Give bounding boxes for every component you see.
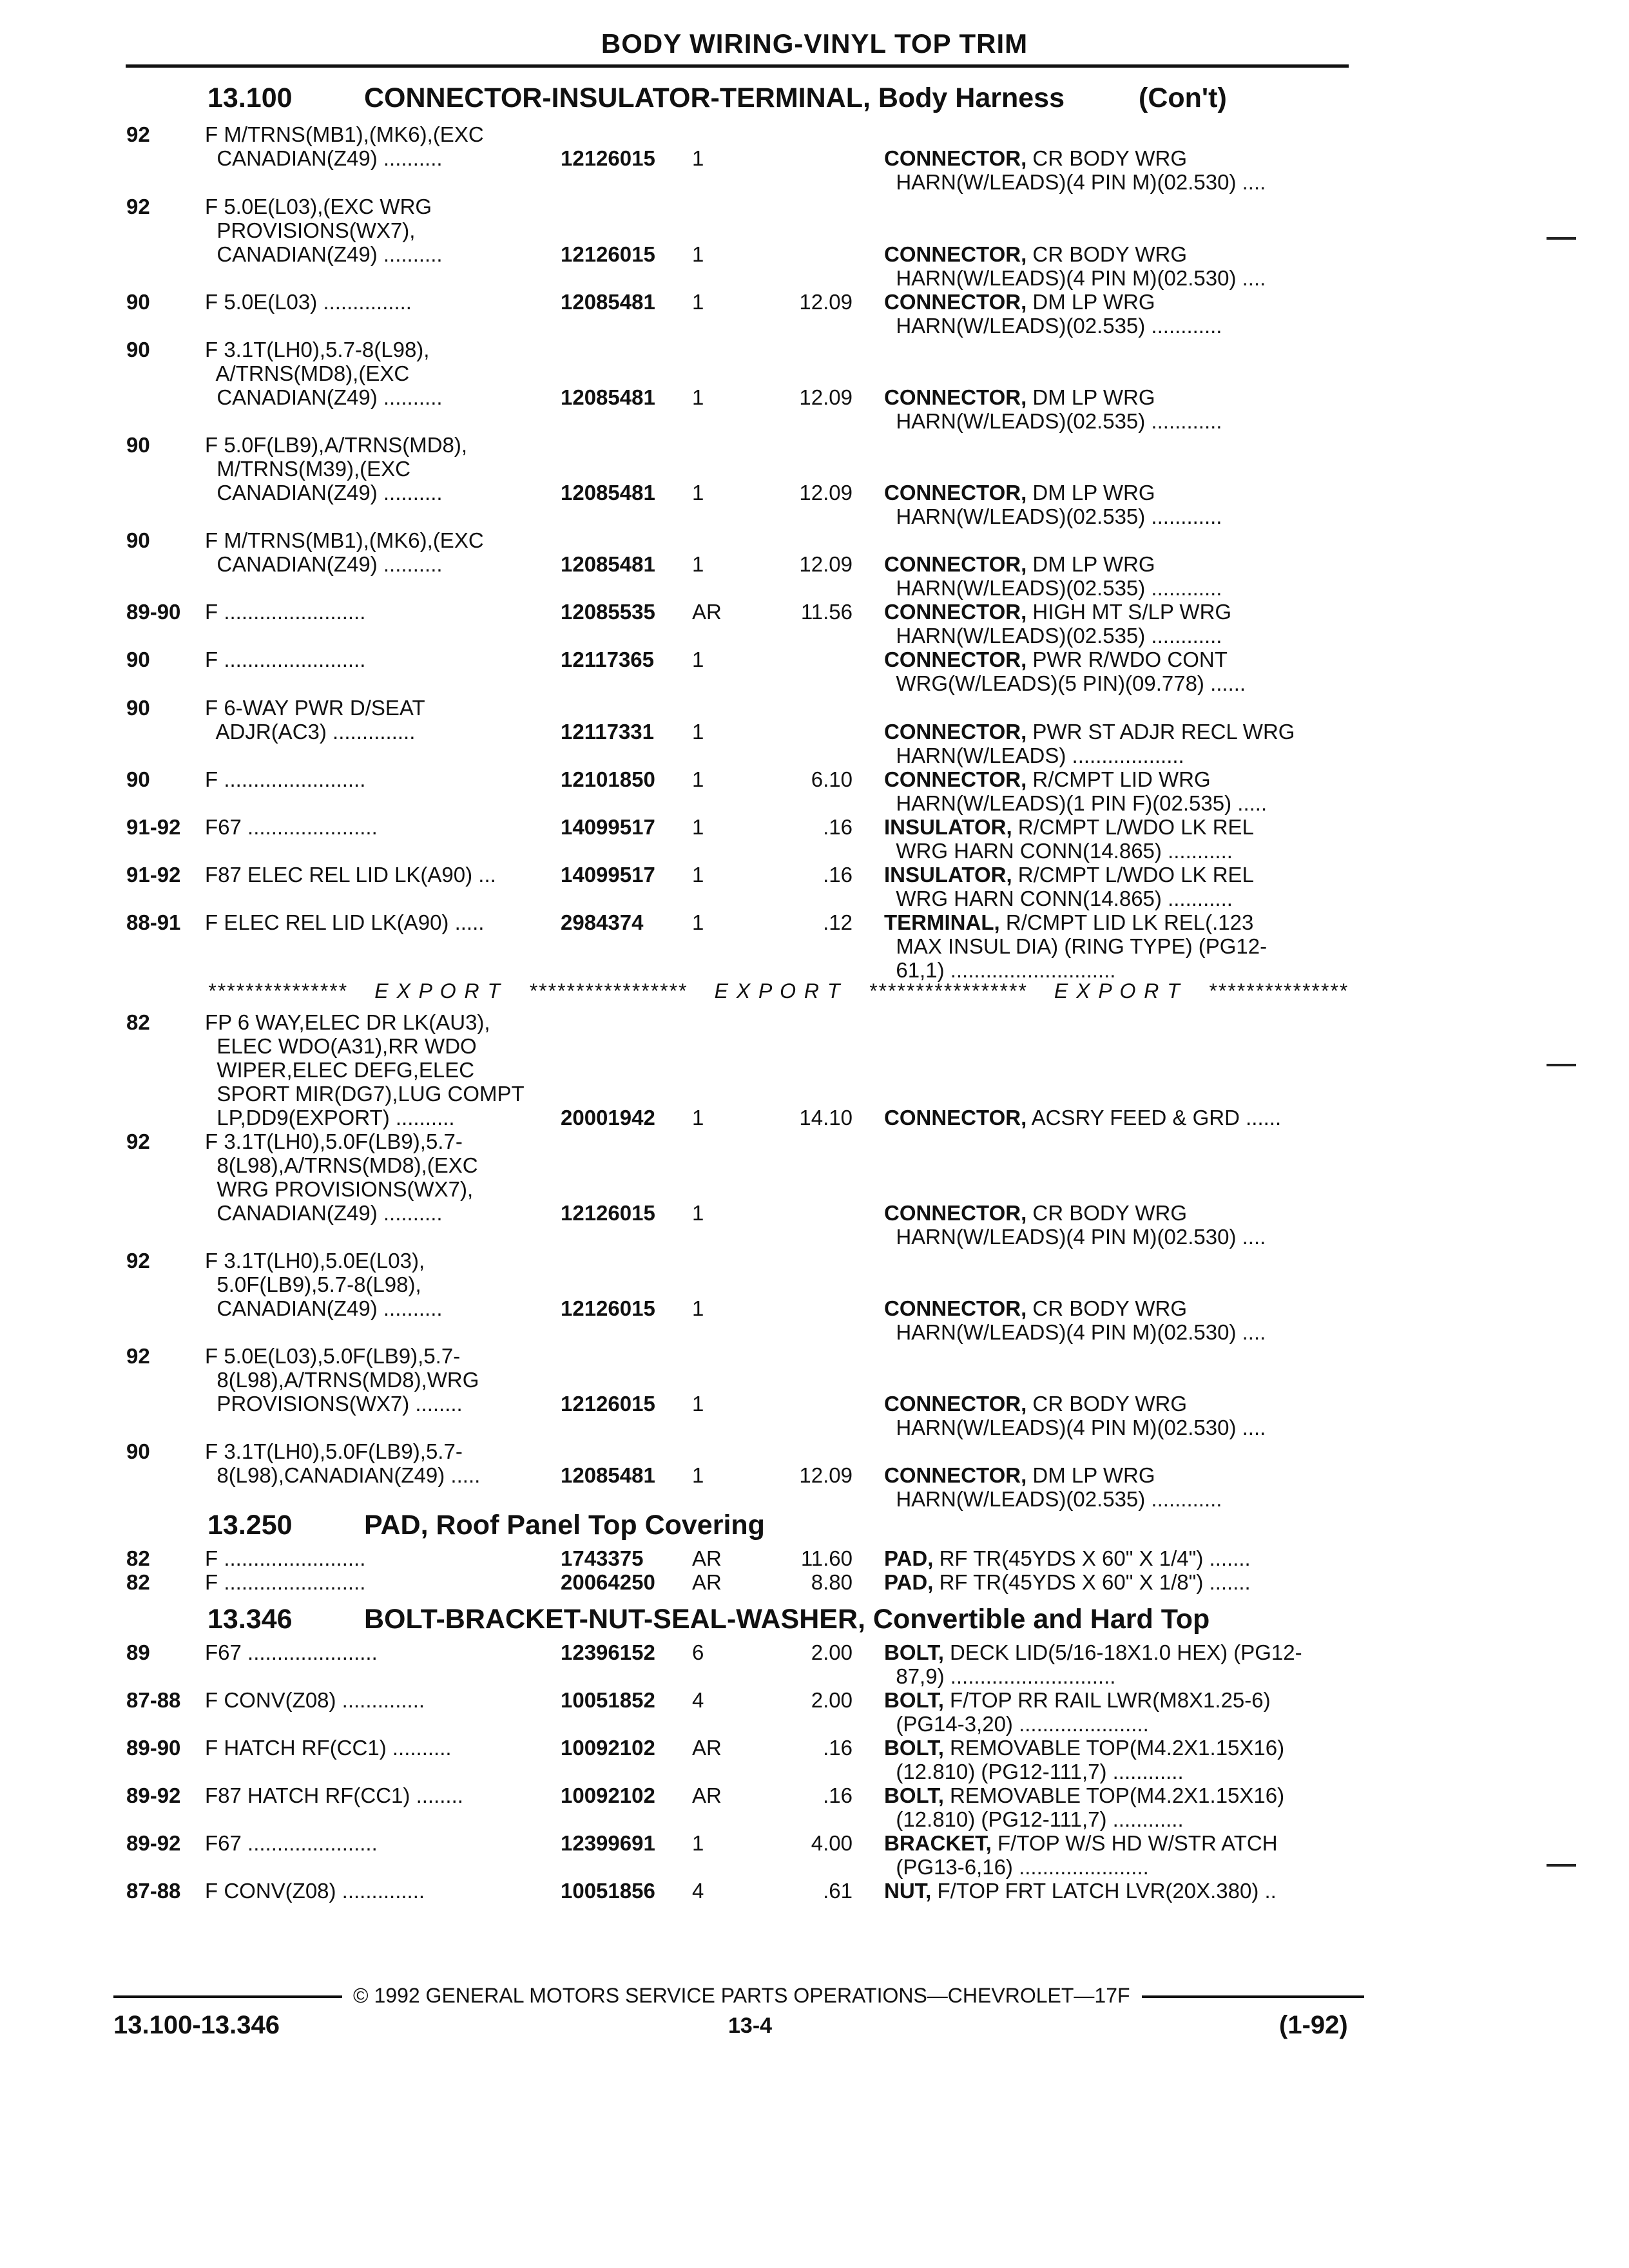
section-title: CONNECTOR-INSULATOR-TERMINAL, Body Harness [364, 82, 1065, 113]
part-number: 12085481 [561, 385, 655, 409]
model-application: F 6-WAY PWR D/SEAT ADJR(AC3) .............. [205, 696, 425, 744]
model-application: F CONV(Z08) .............. [205, 1688, 425, 1712]
quantity: 1 [692, 242, 704, 266]
model-application: F ELEC REL LID LK(A90) ..... [205, 910, 485, 934]
quantity: AR [692, 1546, 722, 1570]
part-detail: F/TOP RR RAIL LWR(M8X1.25-6) (PG14-3,20) ...................... [896, 1688, 1271, 1736]
part-number: 10051856 [561, 1879, 655, 1903]
part-type: CONNECTOR, [884, 481, 1027, 505]
quantity: 1 [692, 290, 704, 314]
part-number: 12399691 [561, 1831, 655, 1855]
quantity: AR [692, 1736, 722, 1760]
date-code: (1-92) [1279, 2011, 1348, 2039]
export-label: E X P O R T [714, 979, 842, 1003]
part-type: BRACKET, [884, 1831, 992, 1855]
part-detail: CR BODY WRG HARN(W/LEADS)(4 PIN M)(02.530) .... [896, 242, 1266, 290]
part-number: 12085481 [561, 290, 655, 314]
part-detail: DECK LID(5/16-18X1.0 HEX) (PG12- 87,9) ............................ [896, 1640, 1302, 1688]
part-number: 12126015 [561, 1392, 655, 1416]
header-rule [126, 64, 1349, 68]
quantity: 1 [692, 1201, 704, 1225]
part-description [884, 1392, 1266, 1439]
price: 2.00 [811, 1688, 853, 1712]
part-detail: HIGH MT S/LP WRG HARN(W/LEADS)(02.535) ............ [896, 600, 1232, 648]
part-description [884, 1783, 1284, 1831]
model-year: 89-92 [126, 1783, 181, 1807]
section-number: 13.346 [207, 1604, 293, 1635]
part-description [884, 1570, 1251, 1594]
part-description [884, 385, 1222, 433]
part-type: CONNECTOR, [884, 146, 1027, 170]
model-application: F ........................ [205, 1570, 366, 1594]
part-number: 12396152 [561, 1640, 655, 1664]
quantity: AR [692, 1570, 722, 1594]
part-detail: DM LP WRG HARN(W/LEADS)(02.535) ............ [896, 1463, 1222, 1511]
footer-rule [113, 1995, 342, 1998]
margin-mark [1547, 1864, 1576, 1867]
part-description [884, 1879, 1277, 1903]
part-description [884, 242, 1266, 290]
model-application: F 3.1T(LH0),5.7-8(L98), A/TRNS(MD8),(EXC CANADIAN(Z49) .......... [205, 338, 443, 409]
part-number: 12126015 [561, 1201, 655, 1225]
quantity: 1 [692, 1392, 704, 1416]
part-description [884, 648, 1246, 695]
model-application: F M/TRNS(MB1),(MK6),(EXC CANADIAN(Z49) .......... [205, 122, 484, 170]
part-detail: DM LP WRG HARN(W/LEADS)(02.535) ............ [896, 385, 1222, 433]
model-application: F67 ...................... [205, 1640, 378, 1664]
model-application: F 3.1T(LH0),5.0E(L03), 5.0F(LB9),5.7-8(L98), CANADIAN(Z49) .......... [205, 1249, 443, 1320]
model-year: 90 [126, 767, 150, 791]
model-year: 89-90 [126, 1736, 181, 1760]
part-detail: R/CMPT LID WRG HARN(W/LEADS)(1 PIN F)(02.535) ..... [896, 767, 1268, 815]
part-description [884, 1106, 1281, 1129]
quantity: 1 [692, 552, 704, 576]
part-type: BOLT, [884, 1736, 944, 1760]
model-application: F ........................ [205, 1546, 366, 1570]
part-type: BOLT, [884, 1783, 944, 1807]
part-type: CONNECTOR, [884, 1106, 1027, 1129]
price: 12.09 [799, 552, 853, 576]
model-application: F 5.0E(L03) ............... [205, 290, 412, 314]
export-banner [207, 979, 1348, 1003]
price: 12.09 [799, 385, 853, 409]
model-year: 90 [126, 290, 150, 314]
price: .12 [823, 910, 853, 934]
part-description [884, 290, 1222, 338]
part-description [884, 146, 1266, 194]
part-description [884, 1640, 1302, 1688]
margin-mark [1547, 237, 1576, 240]
model-year: 82 [126, 1546, 150, 1570]
part-description [884, 1546, 1251, 1570]
quantity: 1 [692, 481, 704, 505]
model-year: 90 [126, 1439, 150, 1463]
part-description [884, 1463, 1222, 1511]
part-number: 14099517 [561, 815, 655, 839]
part-detail: R/CMPT LID LK REL(.123 MAX INSUL DIA) (RING TYPE) (PG12- 61,1) ............................ [896, 910, 1268, 982]
quantity: 4 [692, 1688, 704, 1712]
model-year: 90 [126, 433, 150, 457]
footer-rule [1142, 1995, 1364, 1998]
model-year: 82 [126, 1570, 150, 1594]
part-detail: ACSRY FEED & GRD ...... [1027, 1106, 1282, 1129]
part-detail: DM LP WRG HARN(W/LEADS)(02.535) ............ [896, 481, 1222, 528]
quantity: 1 [692, 815, 704, 839]
part-detail: DM LP WRG HARN(W/LEADS)(02.535) ............ [896, 290, 1222, 338]
part-detail: CR BODY WRG HARN(W/LEADS)(4 PIN M)(02.530) .... [896, 146, 1266, 194]
part-description [884, 1736, 1284, 1783]
model-application: F HATCH RF(CC1) .......... [205, 1736, 452, 1760]
part-description [884, 1688, 1271, 1736]
part-number: 20064250 [561, 1570, 655, 1594]
price: 11.60 [800, 1546, 853, 1570]
part-number: 10051852 [561, 1688, 655, 1712]
price: .16 [823, 1736, 853, 1760]
model-application: F ........................ [205, 600, 366, 624]
model-application: F 5.0F(LB9),A/TRNS(MD8), M/TRNS(M39),(EXC CANADIAN(Z49) .......... [205, 433, 468, 505]
price: 12.09 [799, 290, 853, 314]
part-description [884, 863, 1254, 910]
part-type: CONNECTOR, [884, 552, 1027, 576]
quantity: 1 [692, 1831, 704, 1855]
price: .16 [823, 863, 853, 887]
part-detail: CR BODY WRG HARN(W/LEADS)(4 PIN M)(02.530) .... [896, 1296, 1266, 1344]
price: 11.56 [800, 600, 853, 624]
part-detail: REMOVABLE TOP(M4.2X1.15X16) (12.810) (PG12-111,7) ............ [896, 1783, 1285, 1831]
price: 4.00 [811, 1831, 853, 1855]
part-description [884, 910, 1267, 982]
part-detail: F/TOP W/S HD W/STR ATCH (PG13-6,16) ...................... [896, 1831, 1278, 1879]
quantity: 1 [692, 1296, 704, 1320]
model-application: F 3.1T(LH0),5.0F(LB9),5.7- 8(L98),CANADIAN(Z49) ..... [205, 1439, 481, 1487]
part-type: CONNECTOR, [884, 1201, 1027, 1225]
part-description [884, 1296, 1266, 1344]
part-type: CONNECTOR, [884, 600, 1027, 624]
part-number: 12117365 [561, 648, 655, 671]
part-description [884, 1831, 1278, 1879]
model-year: 90 [126, 696, 150, 720]
export-stars: *************** [1208, 979, 1348, 1003]
section-title: PAD, Roof Panel Top Covering [364, 1510, 765, 1541]
model-year: 90 [126, 648, 150, 671]
price: .61 [823, 1879, 853, 1903]
part-type: CONNECTOR, [884, 720, 1027, 744]
part-detail: REMOVABLE TOP(M4.2X1.15X16) (12.810) (PG12-111,7) ............ [896, 1736, 1285, 1783]
part-number: 12085481 [561, 481, 655, 505]
quantity: 1 [692, 648, 704, 671]
model-year: 82 [126, 1010, 150, 1034]
model-application: F67 ...................... [205, 815, 378, 839]
quantity: 1 [692, 910, 704, 934]
part-type: CONNECTOR, [884, 1296, 1027, 1320]
model-year: 87-88 [126, 1688, 181, 1712]
part-number: 10092102 [561, 1783, 655, 1807]
part-number: 12085481 [561, 1463, 655, 1487]
part-type: PAD, [884, 1570, 934, 1594]
quantity: 1 [692, 146, 704, 170]
part-detail: PWR R/WDO CONT WRG(W/LEADS)(5 PIN)(09.778) ...... [896, 648, 1246, 695]
model-year: 89 [126, 1640, 150, 1664]
part-number: 2984374 [561, 910, 644, 934]
model-application: F87 HATCH RF(CC1) ........ [205, 1783, 463, 1807]
quantity: AR [692, 600, 722, 624]
model-year: 89-90 [126, 600, 181, 624]
part-type: CONNECTOR, [884, 385, 1027, 409]
part-type: CONNECTOR, [884, 242, 1027, 266]
quantity: AR [692, 1783, 722, 1807]
section-title: BOLT-BRACKET-NUT-SEAL-WASHER, Convertible and Hard Top [364, 1604, 1210, 1635]
price: 12.09 [799, 1463, 853, 1487]
part-description [884, 815, 1254, 863]
model-application: F 5.0E(L03),5.0F(LB9),5.7- 8(L98),A/TRNS(MD8),WRG PROVISIONS(WX7) ........ [205, 1344, 479, 1416]
part-number: 12101850 [561, 767, 655, 791]
part-detail: RF TR(45YDS X 60" X 1/8") ....... [933, 1570, 1251, 1594]
model-year: 92 [126, 1344, 150, 1368]
price: .16 [823, 1783, 853, 1807]
part-detail: RF TR(45YDS X 60" X 1/4") ....... [933, 1546, 1251, 1570]
model-year: 87-88 [126, 1879, 181, 1903]
model-application: F 5.0E(L03),(EXC WRG PROVISIONS(WX7), CANADIAN(Z49) .......... [205, 195, 443, 266]
price: 8.80 [811, 1570, 853, 1594]
part-detail: DM LP WRG HARN(W/LEADS)(02.535) ............ [896, 552, 1222, 600]
section-number: 13.100 [207, 82, 293, 113]
model-application: F CONV(Z08) .............. [205, 1879, 425, 1903]
part-description [884, 720, 1295, 767]
quantity: 6 [692, 1640, 704, 1664]
export-stars: ***************** [868, 979, 1027, 1003]
model-application: FP 6 WAY,ELEC DR LK(AU3), ELEC WDO(A31),RR WDO WIPER,ELEC DEFG,ELEC SPORT MIR(DG7),LUG COMPT LP,DD9(EXPORT) .......... [205, 1010, 525, 1129]
quantity: 1 [692, 863, 704, 887]
part-detail: PWR ST ADJR RECL WRG HARN(W/LEADS) ................... [896, 720, 1295, 767]
quantity: 4 [692, 1879, 704, 1903]
quantity: 1 [692, 767, 704, 791]
part-number: 12085535 [561, 600, 655, 624]
copyright-notice: © 1992 GENERAL MOTORS SERVICE PARTS OPERATIONS—CHEVROLET—17F [353, 1984, 1130, 2007]
part-detail: F/TOP FRT LATCH LVR(20X.380) .. [931, 1879, 1277, 1903]
part-number: 12126015 [561, 146, 655, 170]
model-year: 88-91 [126, 910, 181, 934]
quantity: 1 [692, 1463, 704, 1487]
part-number: 12085481 [561, 552, 655, 576]
model-year: 90 [126, 528, 150, 552]
part-description [884, 600, 1231, 648]
quantity: 1 [692, 385, 704, 409]
part-detail: R/CMPT L/WDO LK REL WRG HARN CONN(14.865) ........... [896, 863, 1254, 910]
model-application: F ........................ [205, 767, 366, 791]
part-type: BOLT, [884, 1688, 944, 1712]
part-detail: CR BODY WRG HARN(W/LEADS)(4 PIN M)(02.530) .... [896, 1201, 1266, 1249]
quantity: 1 [692, 1106, 704, 1129]
model-year: 89-92 [126, 1831, 181, 1855]
model-application: F M/TRNS(MB1),(MK6),(EXC CANADIAN(Z49) .......... [205, 528, 484, 576]
part-type: CONNECTOR, [884, 290, 1027, 314]
section-range: 13.100-13.346 [113, 2011, 280, 2039]
part-number: 12126015 [561, 1296, 655, 1320]
price: 2.00 [811, 1640, 853, 1664]
section-number: 13.250 [207, 1510, 293, 1541]
part-number: 12117331 [561, 720, 655, 744]
part-detail: CR BODY WRG HARN(W/LEADS)(4 PIN M)(02.530) .... [896, 1392, 1266, 1439]
model-year: 91-92 [126, 815, 181, 839]
part-number: 1743375 [561, 1546, 644, 1570]
price: 6.10 [811, 767, 853, 791]
part-number: 20001942 [561, 1106, 655, 1129]
part-type: CONNECTOR, [884, 1463, 1027, 1487]
margin-mark [1547, 1064, 1576, 1066]
part-type: CONNECTOR, [884, 1392, 1027, 1416]
part-type: PAD, [884, 1546, 934, 1570]
part-type: CONNECTOR, [884, 767, 1027, 791]
model-year: 92 [126, 1249, 150, 1273]
model-application: F 3.1T(LH0),5.0F(LB9),5.7- 8(L98),A/TRNS(MD8),(EXC WRG PROVISIONS(WX7), CANADIAN(Z49) .......... [205, 1129, 478, 1225]
price: 12.09 [799, 481, 853, 505]
part-number: 14099517 [561, 863, 655, 887]
part-type: BOLT, [884, 1640, 944, 1664]
part-number: 10092102 [561, 1736, 655, 1760]
export-stars: ***************** [528, 979, 688, 1003]
model-application: F67 ...................... [205, 1831, 378, 1855]
export-stars: *************** [207, 979, 347, 1003]
price: .16 [823, 815, 853, 839]
part-type: CONNECTOR, [884, 648, 1027, 671]
part-description [884, 552, 1222, 600]
part-description [884, 767, 1267, 815]
price: 14.10 [799, 1106, 853, 1129]
part-type: NUT, [884, 1879, 932, 1903]
part-description [884, 1201, 1266, 1249]
export-label: E X P O R T [374, 979, 502, 1003]
model-application: F87 ELEC REL LID LK(A90) ... [205, 863, 496, 887]
export-label: E X P O R T [1054, 979, 1181, 1003]
model-year: 90 [126, 338, 150, 361]
section-continued: (Con't) [1139, 82, 1227, 113]
part-number: 12126015 [561, 242, 655, 266]
part-type: TERMINAL, [884, 910, 1000, 934]
part-type: INSULATOR, [884, 863, 1012, 887]
model-year: 91-92 [126, 863, 181, 887]
model-year: 92 [126, 1129, 150, 1153]
page-title: BODY WIRING-VINYL TOP TRIM [601, 28, 1028, 59]
model-application: F ........................ [205, 648, 366, 671]
quantity: 1 [692, 720, 704, 744]
model-year: 92 [126, 122, 150, 146]
page-number: 13-4 [728, 2013, 773, 2038]
model-year: 92 [126, 195, 150, 218]
part-description [884, 481, 1222, 528]
part-detail: R/CMPT L/WDO LK REL WRG HARN CONN(14.865) ........... [896, 815, 1254, 863]
part-type: INSULATOR, [884, 815, 1012, 839]
